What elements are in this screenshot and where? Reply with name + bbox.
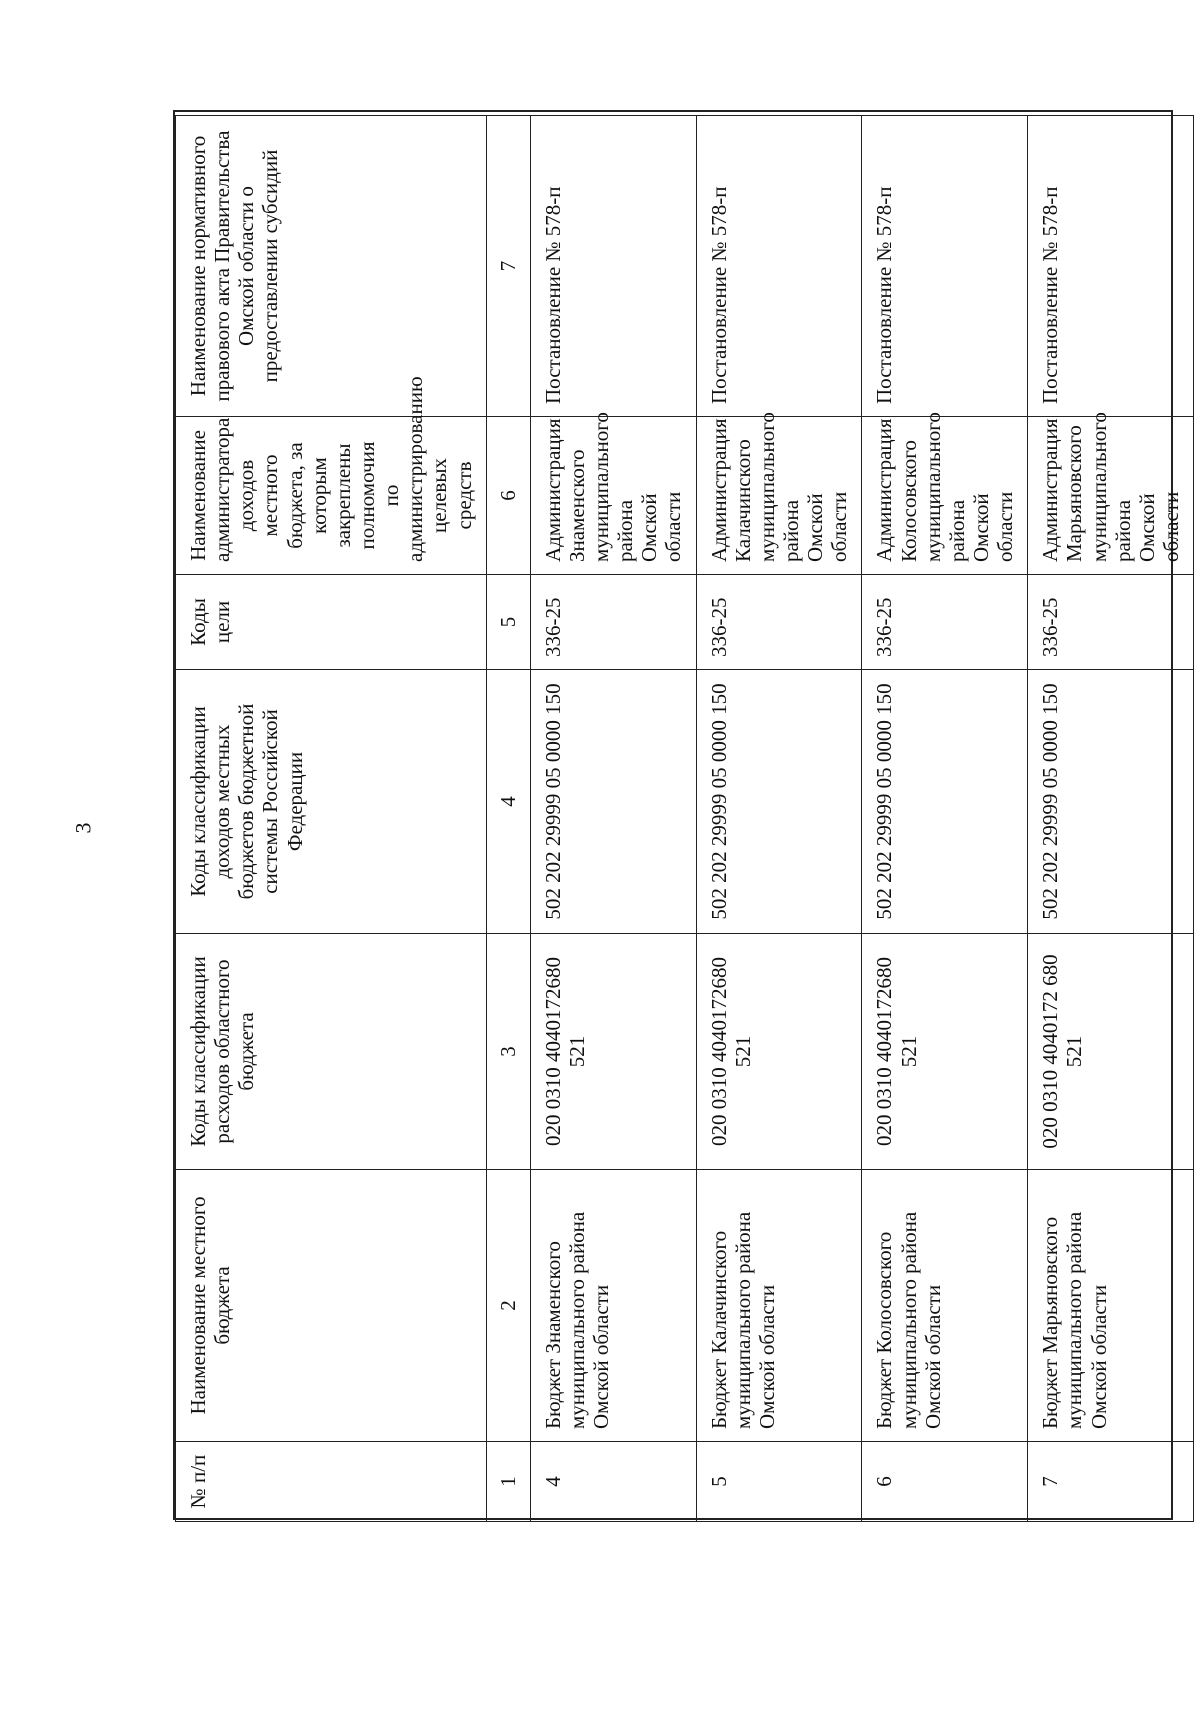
row-number: 7 xyxy=(1028,1442,1194,1522)
table-row xyxy=(530,116,696,1522)
header-cell: Коды цели xyxy=(176,575,487,670)
goal-code: 336-25 xyxy=(862,575,1028,670)
legal-act: Постановление № 578-п xyxy=(696,116,862,417)
row-number: 5 xyxy=(696,1442,862,1522)
header-cell: Наименование нормативного правового акта Правительства Омской области о предоставлении субсидий xyxy=(176,116,487,417)
administrator-name: Администрация Марьяновского муниципального района Омской области xyxy=(1028,417,1194,575)
administrator-name: Администрация Знаменского муниципального района Омской области xyxy=(530,417,696,575)
budget-name: Бюджет Марьяновского муниципального района Омской области xyxy=(1028,1170,1194,1442)
table-header-row xyxy=(176,116,487,1522)
legal-act: Постановление № 578-п xyxy=(1028,116,1194,417)
administrator-name: Администрация Колосовского муниципального района Омской области xyxy=(862,417,1028,575)
income-code: 502 202 29999 05 0000 150 xyxy=(696,670,862,934)
goal-code: 336-25 xyxy=(530,575,696,670)
column-number: 2 xyxy=(486,1170,530,1442)
income-code: 502 202 29999 05 0000 150 xyxy=(862,670,1028,934)
header-cell: Коды классификации расходов областного бюджета xyxy=(176,934,487,1170)
table-row xyxy=(1028,116,1194,1522)
column-number-row xyxy=(486,116,530,1522)
expense-code: 020 0310 4040172 680 521 xyxy=(1028,934,1194,1170)
header-cell: Коды классификации доходов местных бюджетов бюджетной системы Российской Федерации xyxy=(176,670,487,934)
row-number: 4 xyxy=(530,1442,696,1522)
column-number: 6 xyxy=(486,417,530,575)
table-row xyxy=(696,116,862,1522)
budget-name: Бюджет Колосовского муниципального района Омской области xyxy=(862,1170,1028,1442)
subsidy-table xyxy=(173,110,1183,1520)
goal-code: 336-25 xyxy=(1028,575,1194,670)
column-number: 1 xyxy=(486,1442,530,1522)
income-code: 502 202 29999 05 0000 150 xyxy=(1028,670,1194,934)
budget-name: Бюджет Калачинского муниципального района Омской области xyxy=(696,1170,862,1442)
expense-code: 020 0310 4040172680 521 xyxy=(530,934,696,1170)
header-cell: Наименование администратора доходов местного бюджета, за которым закреплены полномочия по администрированию целевых средств xyxy=(176,417,487,575)
column-number: 7 xyxy=(486,116,530,417)
page-number: 3 xyxy=(70,822,96,834)
legal-act: Постановление № 578-п xyxy=(862,116,1028,417)
column-number: 3 xyxy=(486,934,530,1170)
header-cell: Наименование местного бюджета xyxy=(176,1170,487,1442)
legal-act: Постановление № 578-п xyxy=(530,116,696,417)
column-number: 5 xyxy=(486,575,530,670)
header-cell: № п/п xyxy=(176,1442,487,1522)
budget-name: Бюджет Знаменского муниципального района Омской области xyxy=(530,1170,696,1442)
expense-code: 020 0310 4040172680 521 xyxy=(862,934,1028,1170)
row-number: 6 xyxy=(862,1442,1028,1522)
column-number: 4 xyxy=(486,670,530,934)
table-row xyxy=(862,116,1028,1522)
expense-code: 020 0310 4040172680 521 xyxy=(696,934,862,1170)
goal-code: 336-25 xyxy=(696,575,862,670)
administrator-name: Администрация Калачинского муниципального района Омской области xyxy=(696,417,862,575)
income-code: 502 202 29999 05 0000 150 xyxy=(530,670,696,934)
